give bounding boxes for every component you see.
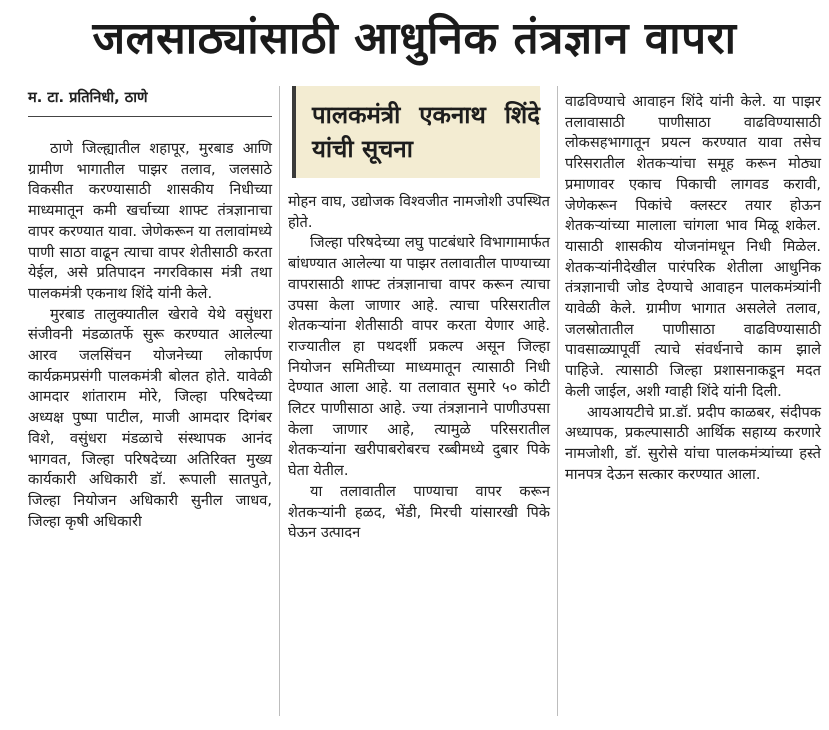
paragraph: वाढविण्याचे आवाहन शिंदे यांनी केले. या पाझर तलावासाठी पाणीसाठा वाढविण्यासाठी लोकसहभागातून प्रयत्न करण्यात यावा तसेच परिसरातील शेतकऱ्यांचा समूह करून मोठ्या प्रमाणावर एकाच पिकाची लागवड करावी, जेणेकरून पिकांचे क्लस्टर तयार होऊन शेतकऱ्यांच्या मालाला चांगला भाव मिळू शकेल. यासाठी शासकीय योजनांमधून निधी मिळेल. शेतकऱ्यांनीदेखील पारंपरिक शेतीला आधुनिक तंत्रज्ञानाची जोड देण्याचे आवाहन पालकमंत्र्यांनी यावेळी केले. ग्रामीण भागात असलेले तलाव, जलस्रोतातील पाणीसाठा वाढविण्यासाठी पावसाळ्यापूर्वी त्याचे संवर्धनाचे काम झाले पाहिजे. त्यासाठी जिल्हा प्रशासनाकडून मदत केली जाईल, अशी ग्वाही शिंदे यांनी दिली. <box>565 93 821 400</box>
article-column-2 <box>288 86 550 544</box>
subheadline-box: पालकमंत्री एकनाथ शिंदे यांची सूचना <box>292 86 540 178</box>
headline: जलसाठ्यांसाठी आधुनिक तंत्रज्ञान वापरा <box>92 13 737 64</box>
byline: म. टा. प्रतिनिधी, ठाणे <box>28 86 272 117</box>
article-column-3 <box>565 92 821 485</box>
paragraph: ठाणे जिल्ह्यातील शहापूर, मुरबाड आणि ग्रामीण भागातील पाझर तलाव, जलसाठे विकसीत करण्यासाठी शासकीय निधीच्या माध्यमातून कमी खर्चाच्या शाफ्ट तंत्रज्ञानाचा वापर करण्यात यावा. जेणेकरून या तलावांमध्ये पाणी साठा वाढून त्याचा वापर शेतीसाठी करता येईल, असे प्रतिपादन नगरविकास मंत्री तथा पालकमंत्री एकनाथ शिंदे यांनी केले. <box>28 140 272 302</box>
paragraph: आयआयटीचे प्रा.डॉ. प्रदीप काळबर, संदीपक अध्यापक, प्रकल्पासाठी आर्थिक सहाय्य करणारे नामजोशी, डॉ. सुरोसे यांचा पालकमंत्र्यांच्या हस्ते मानपत्र देऊन सत्कार करण्यात आला. <box>565 403 821 483</box>
paragraph: या तलावातील पाण्याचा वापर करून शेतकऱ्यांनी हळद, भेंडी, मिरची यांसारखी पिके घेऊन उत्पादन <box>288 482 550 542</box>
paragraph: मोहन वाघ, उद्योजक विश्वजीत नामजोशी उपस्थित होते. <box>288 193 550 231</box>
column-divider <box>557 86 558 716</box>
paragraph: मुरबाड तालुक्यातील खेरावे येथे वसुंधरा संजीवनी मंडळातर्फे सुरू करण्यात आलेल्या आरव जलसिंचन योजनेच्या लोकार्पण कार्यक्रमप्रसंगी पालकमंत्री बोलत होते. यावेळी आमदार शांताराम मोरे, जिल्हा परिषदेच्या अध्यक्ष पुष्पा पाटील, माजी आमदार दिगंबर विशे, वसुंधरा मंडळाचे संस्थापक आनंद भागवत, जिल्हा परिषदेच्या अतिरिक्त मुख्य कार्यकारी अधिकारी डॉ. रूपाली सातपुते, जिल्हा नियोजन अधिकारी सुनील जाधव, जिल्हा कृषी अधिकारी <box>28 305 272 530</box>
column-divider <box>279 86 280 716</box>
paragraph: जिल्हा परिषदेच्या लघु पाटबंधारे विभागामार्फत बांधण्यात आलेल्या या पाझर तलावातील पाण्याच्या वापरासाठी शाफ्ट तंत्रज्ञानाचा वापर करून त्याचा उपसा केला जाणार आहे. त्याचा परिसरातील शेतकऱ्यांना शेतीसाठी वापर करता येणार आहे. राज्यातील हा पथदर्शी प्रकल्प असून जिल्हा नियोजन समितीच्या माध्यमातून त्यासाठी निधी देण्यात आला आहे. या तलावात सुमारे ५० कोटी लिटर पाणीसाठा आहे. ज्या तंत्रज्ञानाने पाणीउपसा केला जाणार आहे, त्यामुळे परिसरातील शेतकऱ्यांना खरीपाबरोबरच रब्बीमध्ये दुबार पिके घेता येतील. <box>288 234 550 480</box>
article-column-1 <box>28 86 272 532</box>
